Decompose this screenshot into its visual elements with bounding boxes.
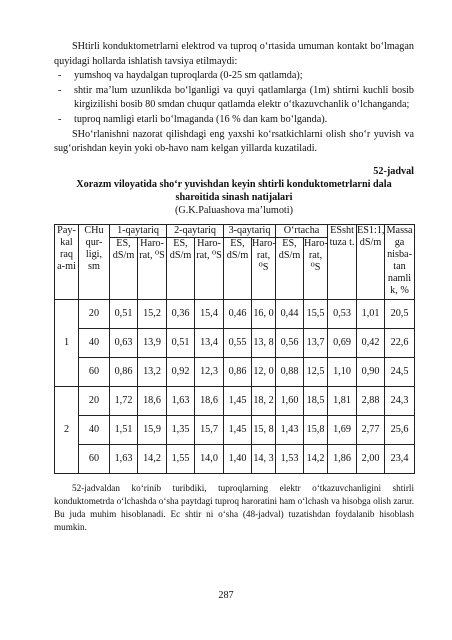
value-cell: 24,3 [385, 386, 415, 415]
intro-paragraph: SHtirli konduktometrlarni elektrod va tuproq o‘rtasida umuman kontakt bo‘lmagan quyidagi hollarda ishlatish tavsiya etilmaydi: [54, 41, 414, 67]
value-cell: 2,88 [357, 386, 385, 415]
value-cell: 16, 0 [252, 299, 276, 328]
value-cell: 1,72 [110, 386, 138, 415]
header-group-3: 3-qaytariq [224, 224, 276, 237]
table-row [55, 357, 415, 386]
header-temp: Haro-rat, ⁰S [304, 237, 328, 299]
value-cell: 15,9 [138, 415, 167, 444]
value-cell: 23,4 [385, 444, 415, 473]
bullet-list [54, 69, 414, 127]
depth-cell: 20 [79, 299, 110, 328]
value-cell: 0,90 [357, 357, 385, 386]
value-cell: 1,10 [328, 357, 357, 386]
value-cell: 1,60 [276, 386, 304, 415]
value-cell: 12, 0 [252, 357, 276, 386]
depth-cell: 60 [79, 357, 110, 386]
value-cell: 1,55 [167, 444, 195, 473]
table-row [55, 386, 415, 415]
header-es-shtir: ESsht tuza t. [328, 224, 357, 299]
value-cell: 15,4 [195, 299, 224, 328]
value-cell: 12,3 [195, 357, 224, 386]
header-es: ES, dS/m [110, 237, 138, 299]
value-cell: 13,7 [304, 328, 328, 357]
value-cell: 13,2 [138, 357, 167, 386]
value-cell: 13,9 [138, 328, 167, 357]
value-cell: 18,5 [304, 386, 328, 415]
header-paykal: Pay-kal raq a-mi [55, 224, 79, 299]
value-cell: 1,51 [110, 415, 138, 444]
value-cell: 0,86 [110, 357, 138, 386]
value-cell: 1,35 [167, 415, 195, 444]
value-cell: 0,86 [224, 357, 252, 386]
bullet-item: - shtir ma’lum uzunlikda bo‘lganligi va quyi qatlamlarga (1m) shtirni kuchli bosib kirgizilishi bosib 80 smdan chuqur qatlamda elektr o‘tkazuvchanlik o‘lchanganda; [58, 84, 414, 111]
depth-cell: 20 [79, 386, 110, 415]
header-temp: Haro-rat, ⁰S [138, 237, 167, 299]
value-cell: 1,63 [110, 444, 138, 473]
value-cell: 13, 8 [252, 328, 276, 357]
paykal-cell: 1 [55, 299, 79, 386]
after-table-text [54, 482, 414, 534]
value-cell: 1,40 [224, 444, 252, 473]
value-cell: 12,5 [304, 357, 328, 386]
value-cell: 2,77 [357, 415, 385, 444]
value-cell: 0,46 [224, 299, 252, 328]
value-cell: 0,55 [224, 328, 252, 357]
value-cell: 14,0 [195, 444, 224, 473]
value-cell: 2,00 [357, 444, 385, 473]
value-cell: 1,53 [276, 444, 304, 473]
value-cell: 14,2 [138, 444, 167, 473]
table-row [55, 444, 415, 473]
value-cell: 1,81 [328, 386, 357, 415]
value-cell: 24,5 [385, 357, 415, 386]
bullet-item: - tuproq namligi etarli bo‘lmaganda (16 % dan kam bo‘lganda). [58, 113, 328, 125]
value-cell: 18, 2 [252, 386, 276, 415]
value-cell: 14,2 [304, 444, 328, 473]
value-cell: 1,45 [224, 386, 252, 415]
value-cell: 0,88 [276, 357, 304, 386]
after-paragraph: 52-jadvaldan ko‘rinib turibdiki, tuproqlarning elektr o‘tkazuvchanligini shtirli konduktometrda o‘lchashda o‘sha paytdagi tuproq haroratini ham o‘lchash va hisobga olish zarur. Bu juda muhim hisoblanadi. Ec shtir ni o‘sha (48-jadval) tuzatishdan foydalanib hisoblash mumkin. [54, 482, 414, 532]
page-number: 287 [218, 590, 234, 601]
header-moisture: Massa ga nisba-tan namli k, % [385, 224, 415, 299]
value-cell: 18,6 [195, 386, 224, 415]
table-number: 52-jadval [373, 165, 414, 177]
value-cell: 13,4 [195, 328, 224, 357]
value-cell: 15,2 [138, 299, 167, 328]
header-group-1: 1-qaytariq [110, 224, 167, 237]
value-cell: 20,5 [385, 299, 415, 328]
header-es: ES, dS/m [276, 237, 304, 299]
depth-cell: 40 [79, 415, 110, 444]
table-title: Xorazm viloyatida sho‘r yuvishdan keyin shtirli konduktometrlarni dala sharoitida sinash natijalari [76, 178, 392, 203]
value-cell: 0,42 [357, 328, 385, 357]
header-depth: CHu qur-ligi, sm [79, 224, 110, 299]
value-cell: 0,69 [328, 328, 357, 357]
header-es: ES, dS/m [224, 237, 252, 299]
value-cell: 22,6 [385, 328, 415, 357]
value-cell: 14, 3 [252, 444, 276, 473]
bullet-item: - yumshoq va haydalgan tuproqlarda (0-25 sm qatlamda); [58, 70, 303, 82]
header-es: ES, dS/m [167, 237, 195, 299]
results-table [54, 224, 415, 474]
value-cell: 15,7 [195, 415, 224, 444]
table-row [55, 328, 415, 357]
page-content [54, 40, 414, 534]
depth-cell: 60 [79, 444, 110, 473]
value-cell: 1,01 [357, 299, 385, 328]
value-cell: 1,43 [276, 415, 304, 444]
value-cell: 25,6 [385, 415, 415, 444]
header-group-avg: O‘rtacha [276, 224, 328, 237]
depth-cell: 40 [79, 328, 110, 357]
table-source: (G.K.Paluashova ma’lumoti) [175, 204, 293, 216]
value-cell: 1,45 [224, 415, 252, 444]
value-cell: 0,44 [276, 299, 304, 328]
header-group-2: 2-qaytariq [167, 224, 224, 237]
paykal-cell: 2 [55, 386, 79, 473]
table-row [55, 415, 415, 444]
value-cell: 0,51 [167, 328, 195, 357]
value-cell: 0,92 [167, 357, 195, 386]
value-cell: 1,86 [328, 444, 357, 473]
value-cell: 0,63 [110, 328, 138, 357]
value-cell: 18,6 [138, 386, 167, 415]
value-cell: 0,51 [110, 299, 138, 328]
value-cell: 1,69 [328, 415, 357, 444]
value-cell: 0,36 [167, 299, 195, 328]
value-cell: 15, 8 [252, 415, 276, 444]
second-paragraph: SHo‘rlanishni nazorat qilishdagi eng yaxshi ko‘rsatkichlarni olish sho‘r yuvish va sug‘orishdan keyin yoki ob-havo nam kelgan yillarda kuzatiladi. [54, 128, 414, 155]
header-temp: Haro-rat, ⁰S [252, 237, 276, 299]
value-cell: 0,53 [328, 299, 357, 328]
value-cell: 15,8 [304, 415, 328, 444]
table-row [55, 299, 415, 328]
header-es11: ES1:1, dS/m [357, 224, 385, 299]
value-cell: 1,63 [167, 386, 195, 415]
value-cell: 0,56 [276, 328, 304, 357]
header-temp: Haro-rat, ⁰S [195, 237, 224, 299]
value-cell: 15,5 [304, 299, 328, 328]
